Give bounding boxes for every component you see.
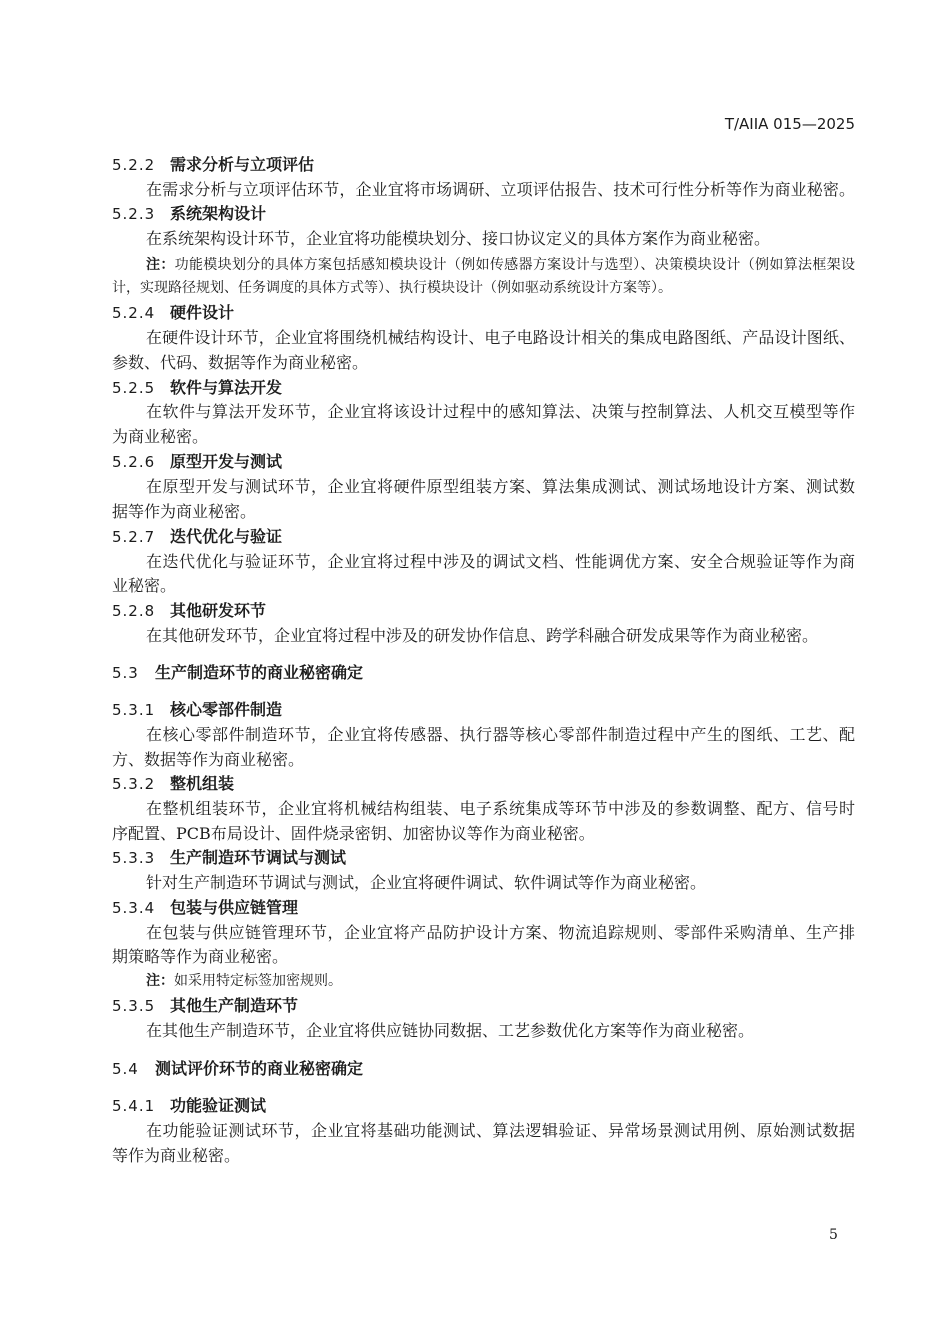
page-number: 5 <box>829 1227 838 1243</box>
clause-body-line: 方、数据等作为商业秘密。 <box>112 750 305 769</box>
clause-number: 5.3.3 <box>112 849 156 867</box>
clause-number: 5.2.3 <box>112 205 156 223</box>
note-label: 注： <box>146 257 175 273</box>
clause-title: 生产制造环节调试与测试 <box>170 848 347 867</box>
clause-title: 功能验证测试 <box>170 1096 267 1115</box>
clause-number: 5.3.2 <box>112 775 156 793</box>
clause-number: 5.2.4 <box>112 304 156 322</box>
section-title: 生产制造环节的商业秘密确定 <box>155 663 364 682</box>
clause-number: 5.2.8 <box>112 602 156 620</box>
clause-number: 5.3.4 <box>112 899 156 917</box>
clause-body-line: 在需求分析与立项评估环节，企业宜将市场调研、立项评估报告、技术可行性分析等作为商业秘密。 <box>146 180 855 199</box>
clause-number: 5.3.5 <box>112 997 156 1015</box>
clause-number: 5.3.1 <box>112 701 156 719</box>
section-heading <box>112 1059 363 1079</box>
clause-body-line: 在软件与算法开发环节，企业宜将该设计过程中的感知算法、决策与控制算法、人机交互模型等作 <box>146 402 855 421</box>
clause-heading <box>112 848 346 868</box>
clause-body-line: 在原型开发与测试环节，企业宜将硬件原型组装方案、算法集成测试、测试场地设计方案、测试数 <box>146 477 855 496</box>
clause-body-line: 参数、代码、数据等作为商业秘密。 <box>112 353 369 372</box>
clause-body-line: 在迭代优化与验证环节，企业宜将过程中涉及的调试文档、性能调优方案、安全合规验证等作为商 <box>146 552 855 571</box>
clause-title: 核心零部件制造 <box>170 700 283 719</box>
clause-heading <box>112 601 266 621</box>
note-line: 计，实现路径规划、任务调度的具体方式等）、执行模块设计（例如驱动系统设计方案等）。 <box>112 280 672 296</box>
clause-body-line: 为商业秘密。 <box>112 427 209 446</box>
doc-code: T/AIIA 015—2025 <box>724 115 855 133</box>
clause-heading <box>112 774 234 794</box>
clause-title: 系统架构设计 <box>170 204 267 223</box>
clause-body-line: 在核心零部件制造环节，企业宜将传感器、执行器等核心零部件制造过程中产生的图纸、工艺、配 <box>146 725 855 744</box>
clause-body-line: 在其他研发环节，企业宜将过程中涉及的研发协作信息、跨学科融合研发成果等作为商业秘密。 <box>146 626 819 645</box>
clause-body-line: 等作为商业秘密。 <box>112 1146 241 1165</box>
clause-body-line: 期策略等作为商业秘密。 <box>112 947 289 966</box>
note-text: 如采用特定标签加密规则。 <box>174 973 342 989</box>
clause-heading <box>112 1096 266 1116</box>
clause-body-line: 序配置、PCB布局设计、固件烧录密钥、加密协议等作为商业秘密。 <box>112 824 595 843</box>
clause-body-line: 在包装与供应链管理环节，企业宜将产品防护设计方案、物流追踪规则、零部件采购清单、生产排 <box>146 923 855 942</box>
clause-heading <box>112 204 266 224</box>
section-number: 5.3 <box>112 664 139 682</box>
clause-body-line: 在功能验证测试环节，企业宜将基础功能测试、算法逻辑验证、异常场景测试用例、原始测试数据 <box>146 1121 855 1140</box>
clause-body-line: 在其他生产制造环节，企业宜将供应链协同数据、工艺参数优化方案等作为商业秘密。 <box>146 1021 755 1040</box>
clause-heading <box>112 155 314 175</box>
clause-title: 需求分析与立项评估 <box>170 155 315 174</box>
clause-body-line: 针对生产制造环节调试与测试，企业宜将硬件调试、软件调试等作为商业秘密。 <box>146 873 707 892</box>
note-text: 功能模块划分的具体方案包括感知模块设计（例如传感器方案设计与选型）、决策模块设计（例如算法框架设 <box>174 257 856 273</box>
clause-title: 其他生产制造环节 <box>170 996 299 1015</box>
note-line <box>146 255 855 275</box>
clause-title: 迭代优化与验证 <box>170 527 283 546</box>
clause-number: 5.2.6 <box>112 453 156 471</box>
clause-heading <box>112 527 282 547</box>
clause-number: 5.2.7 <box>112 528 156 546</box>
clause-body-line: 在整机组装环节，企业宜将机械结构组装、电子系统集成等环节中涉及的参数调整、配方、信号时 <box>146 799 855 818</box>
clause-title: 硬件设计 <box>170 303 235 322</box>
clause-heading <box>112 303 234 323</box>
clause-heading <box>112 700 282 720</box>
clause-body-line: 业秘密。 <box>112 576 177 595</box>
clause-heading <box>112 898 298 918</box>
clause-body-line: 据等作为商业秘密。 <box>112 502 257 521</box>
clause-heading <box>112 378 282 398</box>
note-label: 注： <box>146 973 174 989</box>
clause-number: 5.2.5 <box>112 379 156 397</box>
clause-body-line: 在系统架构设计环节，企业宜将功能模块划分、接口协议定义的具体方案作为商业秘密。 <box>146 229 771 248</box>
note-line <box>146 971 342 991</box>
clause-heading <box>112 452 282 472</box>
section-number: 5.4 <box>112 1060 139 1078</box>
clause-title: 软件与算法开发 <box>170 378 283 397</box>
clause-body-line: 在硬件设计环节，企业宜将围绕机械结构设计、电子电路设计相关的集成电路图纸、产品设计图纸、 <box>146 328 855 347</box>
clause-heading <box>112 996 298 1016</box>
clause-title: 整机组装 <box>170 774 235 793</box>
clause-title: 其他研发环节 <box>170 601 267 620</box>
section-heading <box>112 663 363 683</box>
clause-title: 原型开发与测试 <box>170 452 283 471</box>
clause-number: 5.2.2 <box>112 156 156 174</box>
clause-title: 包装与供应链管理 <box>170 898 299 917</box>
section-title: 测试评价环节的商业秘密确定 <box>155 1059 364 1078</box>
clause-number: 5.4.1 <box>112 1097 156 1115</box>
